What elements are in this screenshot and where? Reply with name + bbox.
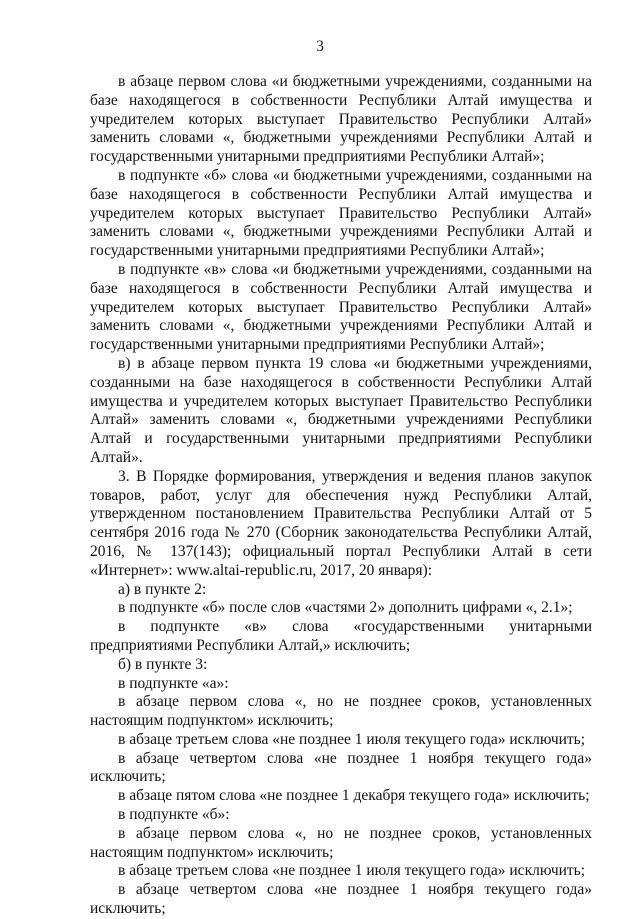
page-number: 3	[316, 38, 324, 55]
paragraph-1: в абзаце первом слова «и бюджетными учреждениями, созданными на базе находящегося в собственности Республики Алтай имущества и учредителем которых выступает Правительство Республики Алтай» заменить словами «, бюджетными учреждениями Республики Алтай и государственными унитарными предприятиями Республики Алтай»;	[90, 73, 592, 166]
paragraph-17: в абзаце третьем слова «не позднее 1 июля текущего года» исключить;	[118, 862, 586, 880]
paragraph-7: в подпункте «б» после слов «частями 2» дополнить цифрами «, 2.1»;	[118, 599, 573, 617]
paragraph-13: в абзаце четвертом слова «не позднее 1 ноября текущего года» исключить;	[90, 749, 592, 786]
document-body	[90, 73, 592, 919]
paragraph-14: в абзаце пятом слова «не позднее 1 декабря текущего года» исключить;	[118, 787, 590, 805]
paragraph-11: в абзаце первом слова «, но не позднее сроков, установленных настоящим подпунктом» исключить;	[90, 693, 592, 730]
paragraph-18: в абзаце четвертом слова «не позднее 1 ноября текущего года» исключить;	[90, 881, 592, 918]
paragraph-5: 3. В Порядке формирования, утверждения и ведения планов закупок товаров, работ, услуг для обеспечения нужд Республики Алтай, утвержденном постановлением Правительства Республики Алтай от 5 сентября 2016 года № 270 (Сборник законодательства Республики Алтай, 2016, № 137(143); официальный портал Республики Алтай в сети «Интернет»: www.altai-republic.ru, 2017, 20 января):	[90, 467, 592, 579]
paragraph-15: в подпункте «б»:	[118, 806, 230, 824]
paragraph-12: в абзаце третьем слова «не позднее 1 июля текущего года» исключить;	[118, 730, 586, 748]
paragraph-2: в подпункте «б» слова «и бюджетными учреждениями, созданными на базе находящегося в собственности Республики Алтай имущества и учредителем которых выступает Правительство Республики Алтай» заменить словами «, бюджетными учреждениями Республики Алтай и государственными унитарными предприятиями Республики Алтай»;	[90, 166, 592, 260]
paragraph-3: в подпункте «в» слова «и бюджетными учреждениями, созданными на базе находящегося в собственности Республики Алтай имущества и учредителем которых выступает Правительство Республики Алтай» заменить словами «, бюджетными учреждениями Республики Алтай и государственными унитарными предприятиями Республики Алтай»;	[90, 260, 592, 354]
paragraph-16: в абзаце первом слова «, но не позднее сроков, установленных настоящим подпунктом» исключить;	[90, 824, 592, 861]
paragraph-8: в подпункте «в» слова «государственными унитарными предприятиями Республики Алтай,» исключить;	[90, 618, 592, 654]
paragraph-4: в) в абзаце первом пункта 19 слова «и бюджетными учреждениями, созданными на базе находящегося в собственности Республики Алтай имущества и учредителем которых выступает Правительство Республики Алтай» заменить словами «, бюджетными учреждениями Республики Алтай и государственными унитарными предприятиями Республики Алтай».	[90, 354, 592, 466]
paragraph-6: а) в пункте 2:	[118, 580, 207, 598]
paragraph-10: в подпункте «а»:	[118, 674, 229, 692]
paragraph-9: б) в пункте 3:	[118, 655, 208, 673]
